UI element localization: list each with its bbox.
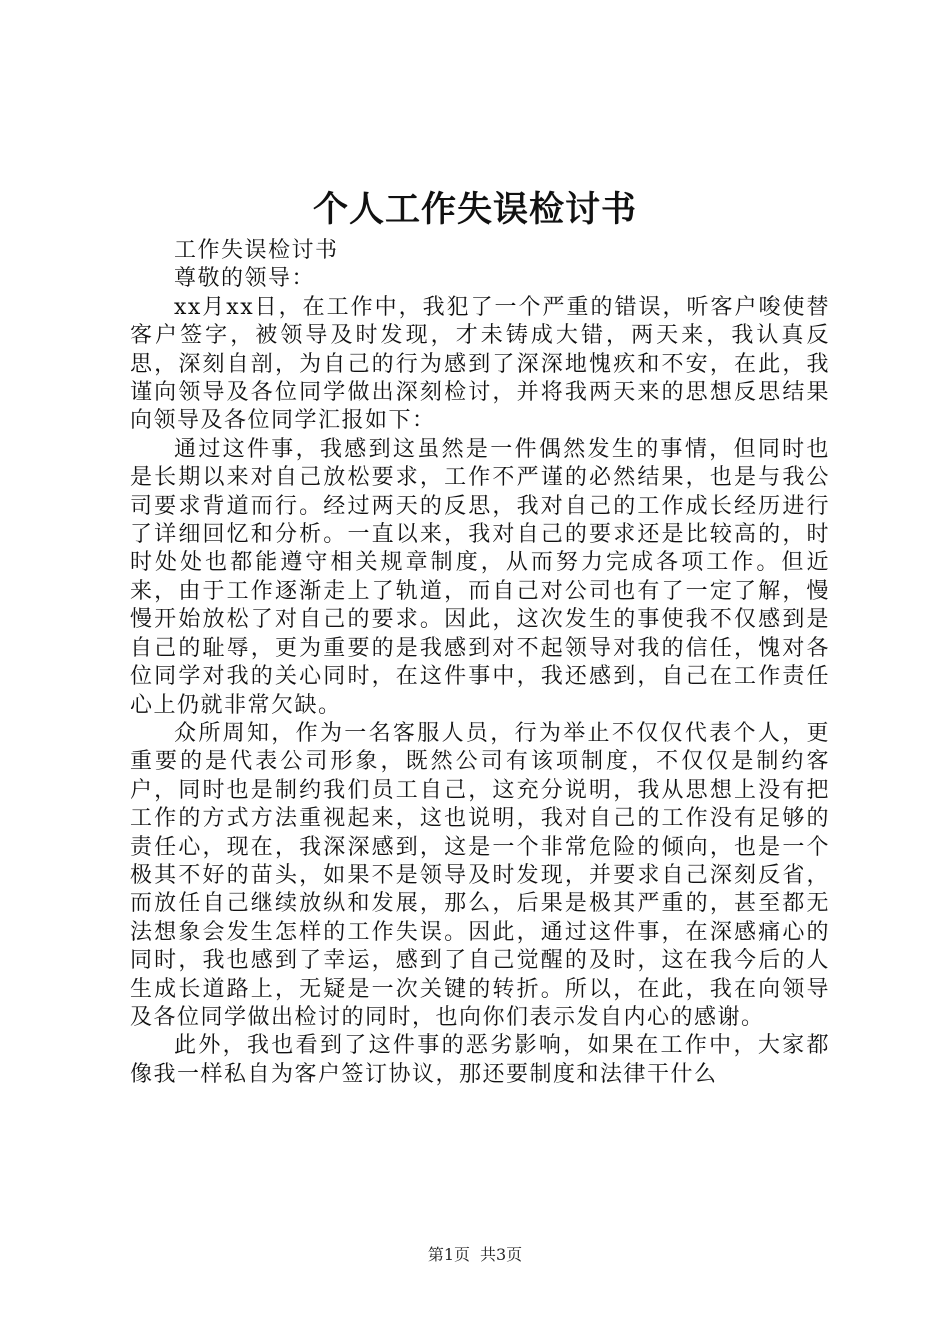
document-title: 个人工作失误检讨书: [312, 189, 637, 230]
body-paragraph-2: 通过这件事，我感到这虽然是一件偶然发生的事情，但同时也是长期以来对自己放松要求，工作不严谨的必然结果，也是与我公司要求背道而行。经过两天的反思，我对自己的工作成长经历进行了详细回忆和分析。一直以来，我对自己的要求还是比较高的，时时处处也都能遵守相关规章制度，从而努力完成各项工作。但近来，由于工作逐渐走上了轨道，而自己对公司也有了一定了解，慢慢开始放松了对自己的要求。因此，这次发生的事使我不仅感到是自己的耻辱，更为重要的是我感到对不起领导对我的信任，愧对各位同学对我的关心同时，在这件事中，我还感到，自己在工作责任心上仍就非常欠缺。: [130, 436, 830, 718]
document-body: [130, 237, 830, 1089]
page-footer: [0, 1244, 950, 1266]
body-paragraph-3: 众所周知，作为一名客服人员，行为举止不仅仅代表个人，更重要的是代表公司形象，既然公司有该项制度，不仅仅是制约客户，同时也是制约我们员工自己，这充分说明，我从思想上没有把工作的方式方法重视起来，这也说明，我对自己的工作没有足够的责任心，现在，我深深感到，这是一个非常危险的倾向，也是一个极其不好的苗头，如果不是领导及时发现，并要求自己深刻反省，而放任自己继续放纵和发展，那么，后果是极其严重的，甚至都无法想象会发生怎样的工作失误。因此，通过这件事，在深感痛心的同时，我也感到了幸运，感到了自己觉醒的及时，这在我今后的人生成长道路上，无疑是一次关键的转折。所以，在此，我在向领导及各位同学做出检讨的同时，也向你们表示发自内心的感谢。: [130, 720, 830, 1030]
body-paragraph-4: 此外，我也看到了这件事的恶劣影响，如果在工作中，大家都像我一样私自为客户签订协议，那还要制度和法律干什么: [130, 1033, 830, 1087]
page-number: 第1页: [427, 1245, 470, 1264]
page-total: 共3页: [480, 1245, 523, 1264]
salutation: 尊敬的领导：: [174, 266, 316, 292]
subtitle-line: 工作失误检讨书: [174, 238, 339, 263]
body-paragraph-1: xx月xx日，在工作中，我犯了一个严重的错误，听客户唆使替客户签字，被领导及时发现，才未铸成大错，两天来，我认真反思，深刻自剖，为自己的行为感到了深深地愧疚和不安，在此，我谨向领导及各位同学做出深刻检讨，并将我两天来的思想反思结果向领导及各位同学汇报如下：: [130, 294, 830, 434]
